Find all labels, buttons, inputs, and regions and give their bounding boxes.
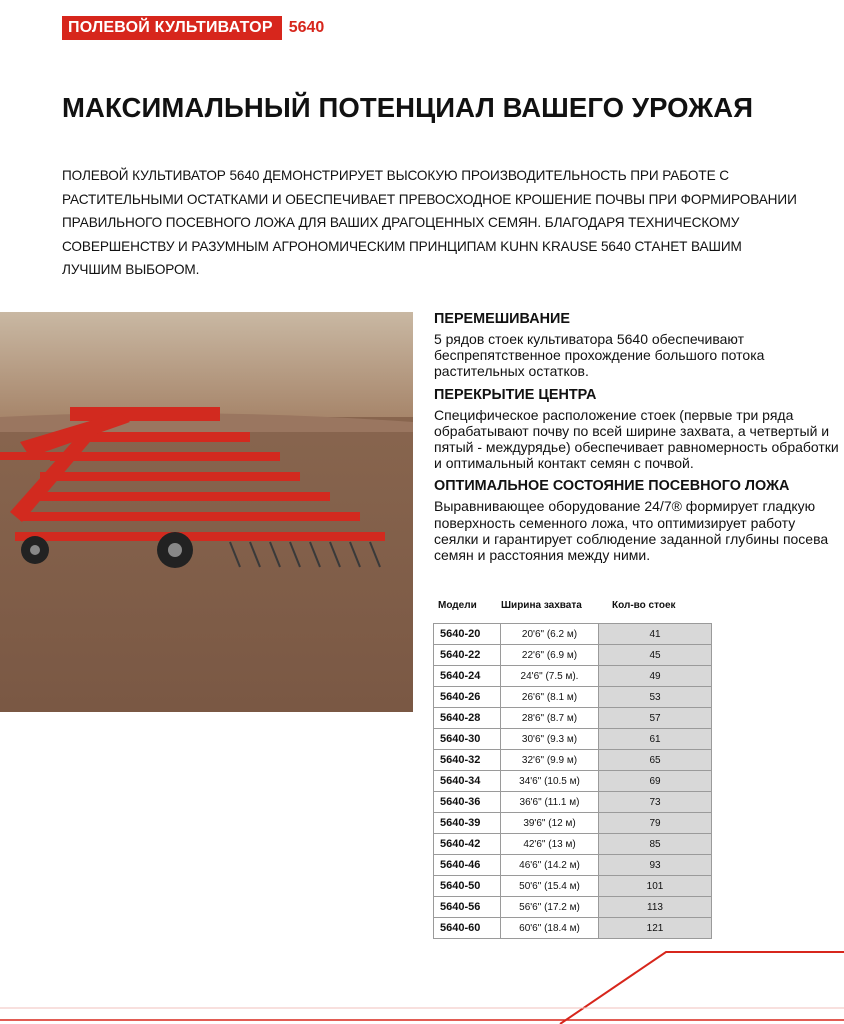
table-row	[434, 729, 712, 750]
feature-section	[434, 310, 839, 380]
table-row	[434, 750, 712, 771]
width-cell: 34'6" (10.5 м)	[501, 771, 599, 792]
width-cell: 56'6" (17.2 м)	[501, 897, 599, 918]
cultivator-photo	[0, 312, 413, 712]
table-row	[434, 897, 712, 918]
width-cell: 24'6" (7.5 м).	[501, 666, 599, 687]
width-cell: 46'6" (14.2 м)	[501, 855, 599, 876]
product-category-label: ПОЛЕВОЙ КУЛЬТИВАТОР	[62, 16, 282, 40]
tines-cell: 45	[599, 645, 712, 666]
features-column	[434, 310, 839, 569]
tines-cell: 49	[599, 666, 712, 687]
model-cell: 5640-24	[434, 666, 501, 687]
feature-title: ПЕРЕМЕШИВАНИЕ	[434, 311, 570, 327]
feature-section	[434, 477, 839, 563]
product-model-number: 5640	[288, 19, 325, 36]
tines-cell: 57	[599, 708, 712, 729]
tines-cell: 73	[599, 792, 712, 813]
feature-text: 5 рядов стоек культиватора 5640 обеспечивают беспрепятственное прохождение большого потока растительных остатков.	[434, 331, 765, 380]
width-cell: 32'6" (9.9 м)	[501, 750, 599, 771]
model-cell: 5640-32	[434, 750, 501, 771]
header-tag	[62, 16, 324, 40]
width-cell: 30'6" (9.3 м)	[501, 729, 599, 750]
width-cell: 42'6" (13 м)	[501, 834, 599, 855]
tines-cell: 61	[599, 729, 712, 750]
tines-cell: 53	[599, 687, 712, 708]
table-row	[434, 666, 712, 687]
width-cell: 39'6" (12 м)	[501, 813, 599, 834]
tines-cell: 79	[599, 813, 712, 834]
column-header-models: Модели	[438, 600, 477, 611]
table-row	[434, 687, 712, 708]
model-cell: 5640-42	[434, 834, 501, 855]
width-cell: 28'6" (8.7 м)	[501, 708, 599, 729]
model-cell: 5640-22	[434, 645, 501, 666]
table-row	[434, 855, 712, 876]
decorative-lines	[0, 940, 844, 1024]
tines-cell: 93	[599, 855, 712, 876]
column-header-tines: Кол-во стоек	[612, 600, 676, 611]
table-row	[434, 918, 712, 939]
feature-text: Выравнивающее оборудование 24/7® формирует гладкую поверхность семенного ложа, что оптимизирует работу сеялки и гарантирует соблюдение заданной глубины посева семян и расстояния между ними.	[434, 498, 829, 564]
model-cell: 5640-56	[434, 897, 501, 918]
width-cell: 60'6" (18.4 м)	[501, 918, 599, 939]
page-title: МАКСИМАЛЬНЫЙ ПОТЕНЦИАЛ ВАШЕГО УРОЖАЯ	[62, 92, 754, 123]
tines-cell: 85	[599, 834, 712, 855]
model-cell: 5640-50	[434, 876, 501, 897]
feature-text: Специфическое расположение стоек (первые три ряда обрабатывают почву по всей ширине захвата, а четвертый и пятый - междурядье) обеспечивает равномерность обработки и оптимальный контакт семян с почвой.	[434, 406, 839, 472]
intro-paragraph: ПОЛЕВОЙ КУЛЬТИВАТОР 5640 ДЕМОНСТРИРУЕТ ВЫСОКУЮ ПРОИЗВОДИТЕЛЬНОСТЬ ПРИ РАБОТЕ С РАСТИТЕЛЬНЫМИ ОСТАТКАМИ И ОБЕСПЕЧИВАЕТ ПРЕВОСХОДНОЕ КРОШЕНИЕ ПОЧВЫ ПРИ ФОРМИРОВАНИИ ПРАВИЛЬНОГО ПОСЕВНОГО ЛОЖА ДЛЯ ВАШИХ ДРАГОЦЕННЫХ СЕМЯН. БЛАГОДАРЯ ТЕХНИЧЕСКОМУ СОВЕРШЕНСТВУ И РАЗУМНЫМ АГРОНОМИЧЕСКИМ ПРИНЦИПАМ KUHN KRAUSE 5640 СТАНЕТ ВАШИМ ЛУЧШИМ ВЫБОРОМ.	[62, 168, 797, 278]
tines-cell: 101	[599, 876, 712, 897]
tines-cell: 65	[599, 750, 712, 771]
model-cell: 5640-20	[434, 624, 501, 645]
models-table	[433, 623, 712, 939]
width-cell: 22'6" (6.9 м)	[501, 645, 599, 666]
feature-title: ОПТИМАЛЬНОЕ СОСТОЯНИЕ ПОСЕВНОГО ЛОЖА	[434, 478, 790, 495]
model-cell: 5640-30	[434, 729, 501, 750]
table-row	[434, 876, 712, 897]
width-cell: 36'6" (11.1 м)	[501, 792, 599, 813]
column-header-width: Ширина захвата	[501, 600, 582, 611]
width-cell: 20'6" (6.2 м)	[501, 624, 599, 645]
feature-title: ПЕРЕКРЫТИЕ ЦЕНТРА	[434, 386, 597, 403]
model-cell: 5640-60	[434, 918, 501, 939]
tines-cell: 113	[599, 897, 712, 918]
model-cell: 5640-39	[434, 813, 501, 834]
tines-cell: 69	[599, 771, 712, 792]
width-cell: 26'6" (8.1 м)	[501, 687, 599, 708]
model-cell: 5640-28	[434, 708, 501, 729]
feature-section	[434, 386, 839, 472]
table-row	[434, 771, 712, 792]
table-row	[434, 834, 712, 855]
model-cell: 5640-34	[434, 771, 501, 792]
tines-cell: 41	[599, 624, 712, 645]
table-row	[434, 792, 712, 813]
table-row	[434, 813, 712, 834]
width-cell: 50'6" (15.4 м)	[501, 876, 599, 897]
model-cell: 5640-46	[434, 855, 501, 876]
table-header	[438, 600, 718, 616]
table-row	[434, 708, 712, 729]
model-cell: 5640-26	[434, 687, 501, 708]
tines-cell: 121	[599, 918, 712, 939]
table-row	[434, 645, 712, 666]
model-cell: 5640-36	[434, 792, 501, 813]
table-row	[434, 624, 712, 645]
